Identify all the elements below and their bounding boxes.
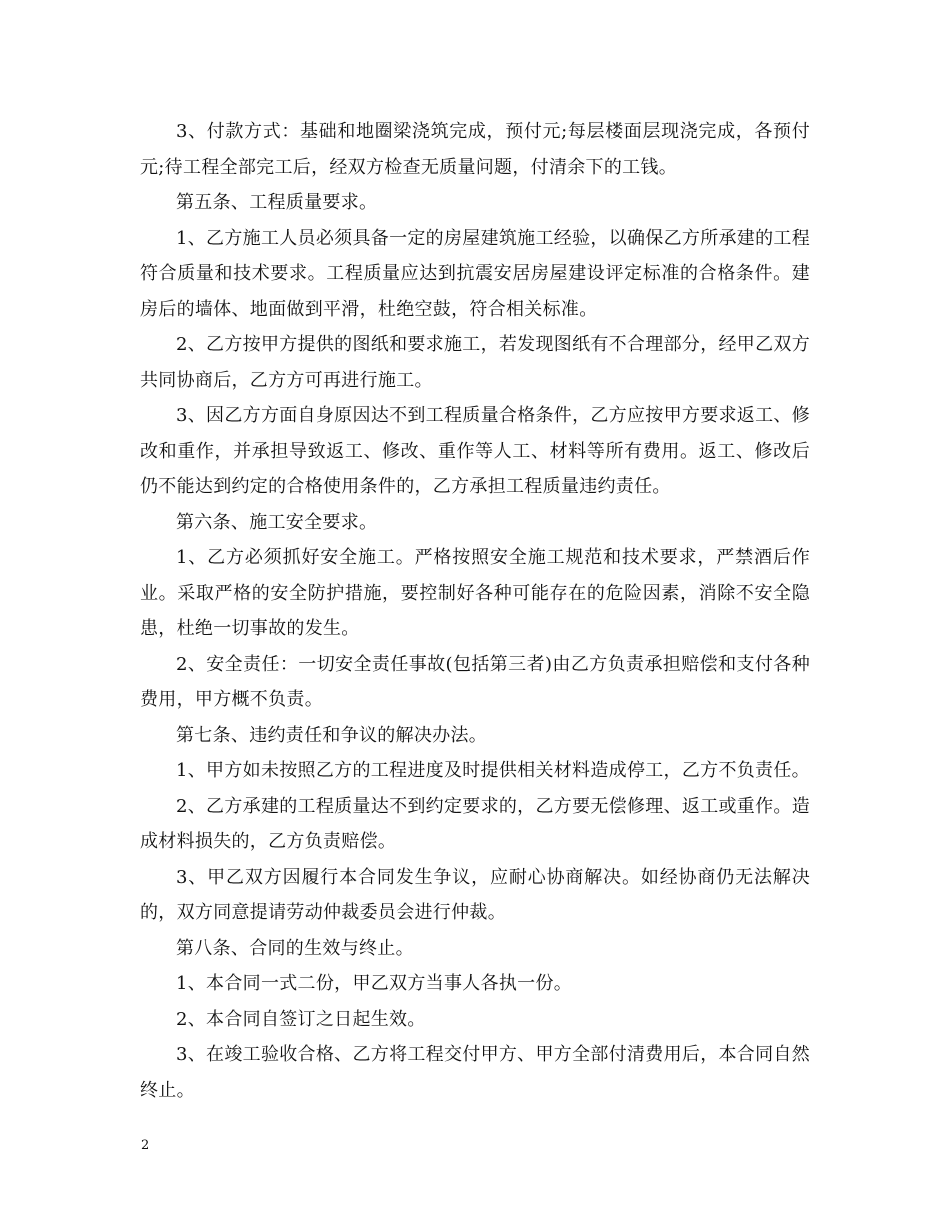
- article-7-clause-3: 3、甲乙双方因履行本合同发生争议，应耐心协商解决。如经协商仍无法解决的，双方同意提请劳动仲裁委员会进行仲裁。: [140, 866, 810, 923]
- article-6-heading: 第六条、施工安全要求。: [176, 511, 378, 533]
- article-7-clause-1: 1、甲方如未按照乙方的工程进度及时提供相关材料造成停工，乙方不负责任。: [176, 760, 810, 781]
- article-7-heading: 第七条、违约责任和争议的解决办法。: [176, 724, 488, 746]
- article-5-clause-2: 2、乙方按甲方提供的图纸和要求施工，若发现图纸有不合理部分，经甲乙双方共同协商后，乙方方可再进行施工。: [140, 334, 810, 391]
- article-8-clause-1: 1、本合同一式二份，甲乙双方当事人各执一份。: [176, 973, 573, 994]
- article-5-clause-3: 3、因乙方方面自身原因达不到工程质量合格条件，乙方应按甲方要求返工、修改和重作，并承担导致返工、修改、重作等人工、材料等所有费用。返工、修改后仍不能达到约定的合格使用条件的，乙方承担工程质量违约责任。: [140, 405, 810, 497]
- page-number: 2: [141, 1138, 150, 1153]
- article-5-clause-1: 1、乙方施工人员必须具备一定的房屋建筑施工经验，以确保乙方所承建的工程符合质量和技术要求。工程质量应达到抗震安居房屋建设评定标准的合格条件。建房后的墙体、地面做到平滑，杜绝空鼓，符合相关标准。: [140, 227, 810, 320]
- article-7-clause-2: 2、乙方承建的工程质量达不到约定要求的，乙方要无偿修理、返工或重作。造成材料损失的，乙方负责赔偿。: [140, 795, 810, 852]
- article-6-clause-2: 2、安全责任：一切安全责任事故(包括第三者)由乙方负责承担赔偿和支付各种费用，甲方概不负责。: [140, 653, 810, 710]
- article-8-clause-2: 2、本合同自签订之日起生效。: [176, 1008, 426, 1030]
- contract-body: [140, 114, 810, 1108]
- article-6-clause-1: 1、乙方必须抓好安全施工。严格按照安全施工规范和技术要求，严禁酒后作业。采取严格的安全防护措施，要控制好各种可能存在的危险因素，消除不安全隐患，杜绝一切事故的发生。: [140, 547, 810, 639]
- article-8-heading: 第八条、合同的生效与终止。: [176, 937, 414, 959]
- article-5-heading: 第五条、工程质量要求。: [176, 192, 378, 213]
- payment-method-paragraph: 3、付款方式：基础和地圈梁浇筑完成，预付元;每层楼面层现浇完成，各预付元;待工程全部完工后，经双方检查无质量问题，付清余下的工钱。: [140, 121, 810, 178]
- article-8-clause-3: 3、在竣工验收合格、乙方将工程交付甲方、甲方全部付清费用后，本合同自然终止。: [140, 1044, 810, 1101]
